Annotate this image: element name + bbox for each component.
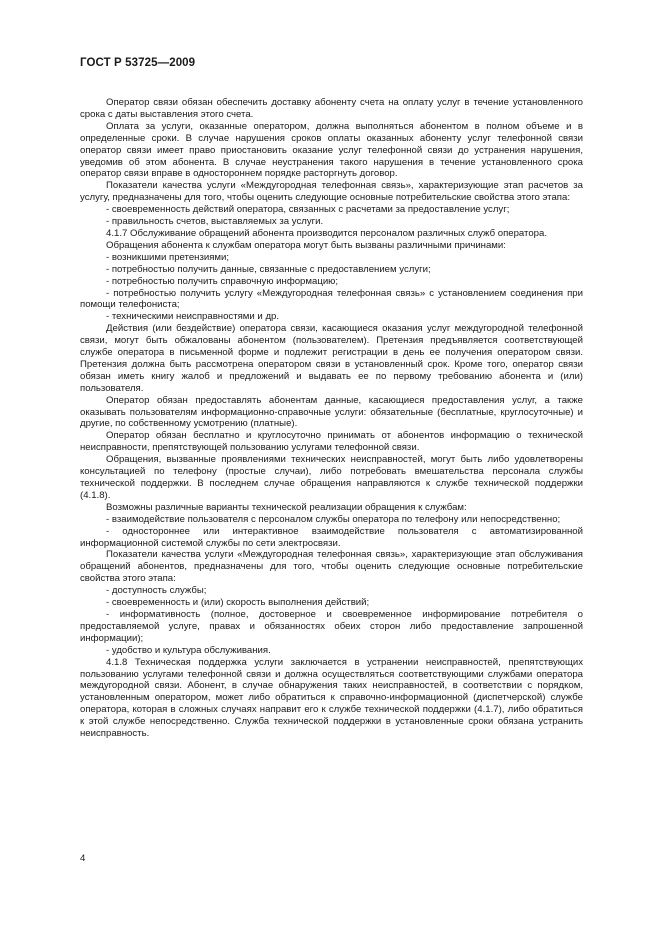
list-item: - своевременность действий оператора, связанных с расчетами за предоставление услуг; (106, 204, 510, 216)
paragraph: Обращения абонента к службам оператора могут быть вызваны различными причинами: (106, 239, 506, 251)
paragraph: Оператор обязан бесплатно и круглосуточно принимать от абонентов информацию о технической неисправности, препятствующей пользованию услугами телефонной связи. (80, 430, 583, 454)
paragraph: Действия (или бездействие) оператора связи, касающиеся оказания услуг междугородной телефонной связи, могут быть обжалованы абонентом (пользователем). Претензия предъявляется соответствующей службе оператора в письменной форме и подлежит регистрации в день ее получения оператором связи. Претензия должна быть рассмотрена оператором связи в установленный срок. Кроме того, оператор связи обязан иметь книгу жалоб и предложений и выдавать ее по первому требованию абонента и (или) пользователя. (80, 323, 583, 394)
list-item: - возникшими претензиями; (106, 251, 230, 263)
list-item: - одностороннее или интерактивное взаимодействие пользователя с автоматизированной информационной системой службы по сети электросвязи. (80, 525, 583, 549)
list-item: - доступность службы; (106, 585, 207, 597)
list-item: - удобство и культура обслуживания. (106, 644, 271, 656)
paragraph: Оператор связи обязан обеспечить доставку абоненту счета на оплату услуг в течение установленного срока с даты выставления этого счета. (80, 97, 583, 120)
list-item: - потребностью получить услугу «Междугородная телефонная связь» с установлением соединения при помощи телефониста; (80, 287, 583, 311)
paragraph: Оплата за услуги, оказанные оператором, должна выполняться абонентом в полном объеме и в определенные сроки. В случае нарушения сроков оплаты оказанных абоненту услуг телефонной связи оператор связи имеет право приостановить оказание услуг телефонной связи до устранения нарушения, уведомив об этом абонента. В случае неустранения такого нарушения в течение установленного срока оператор связи вправе в одностороннем порядке расторгнуть договор. (80, 120, 583, 180)
list-item: - взаимодействие пользователя с персоналом службы оператора по телефону или непосредственно; (106, 513, 561, 525)
page-number: 4 (80, 853, 86, 864)
list-item: - техническими неисправностями и др. (106, 311, 280, 323)
list-item: - потребностью получить справочную информацию; (106, 275, 339, 287)
list-item: - правильность счетов, выставляемых за услуги. (106, 216, 324, 228)
list-item: - своевременность и (или) скорость выполнения действий; (106, 597, 370, 609)
paragraph: Обращения, вызванные проявлениями технических неисправностей, могут быть либо удовлетворены консультацией по телефону (простые случаи), либо потребовать вмешательства персонала службы технической поддержки. В последнем случае обращения направляются к службе технической поддержки (4.1.8). (80, 454, 583, 501)
section-4-1-7: 4.1.7 Обслуживание обращений абонента производится персоналом различных служб оператора. (106, 227, 548, 239)
paragraph: Оператор обязан предоставлять абонентам данные, касающиеся предоставления услуг, а также оказывать пользователям информационно-справочные услуги: обязательные (бесплатные, круглосуточные) и другие, по собственному усмотрению (платные). (80, 394, 583, 430)
document-body (80, 97, 583, 740)
paragraph: Показатели качества услуги «Междугородная телефонная связь», характеризующие этап расчетов за услугу, предназначены для того, чтобы оценить следующие основные потребительские свойства этого этапа: (80, 180, 583, 204)
list-item: - информативность (полное, достоверное и своевременное информирование потребителя о предоставляемой услуге, правах и обязанностях обеих сторон либо предоставление запрошенной информации); (80, 608, 583, 644)
list-item: - потребностью получить данные, связанные с предоставлением услуги; (106, 263, 431, 275)
document-header: ГОСТ Р 53725—2009 (80, 57, 196, 69)
paragraph: Возможны различные варианты технической реализации обращения к службам: (106, 501, 467, 513)
paragraph: Показатели качества услуги «Междугородная телефонная связь», характеризующие этап обслуживания обращений абонентов, предназначены для того, чтобы оценить следующие основные потребительские свойства этого этапа: (80, 549, 583, 585)
section-4-1-8: 4.1.8 Техническая поддержка услуги заключается в устранении неисправностей, препятствующих пользованию услугами телефонной связи и должна осуществляться соответствующими службами оператора междугородной связи. Абонент, в случае обнаружения таких неисправностей, в соответствии с порядком, установленным оператором, может либо обратиться к справочно-информационной (диспетчерской) службе оператора, которая в сложных случаях направит его к службе технической поддержки (4.1.7), либо обратиться к этой службе непосредственно. Служба технической поддержки в установленные сроки обязана устранить неисправность. (80, 656, 583, 740)
